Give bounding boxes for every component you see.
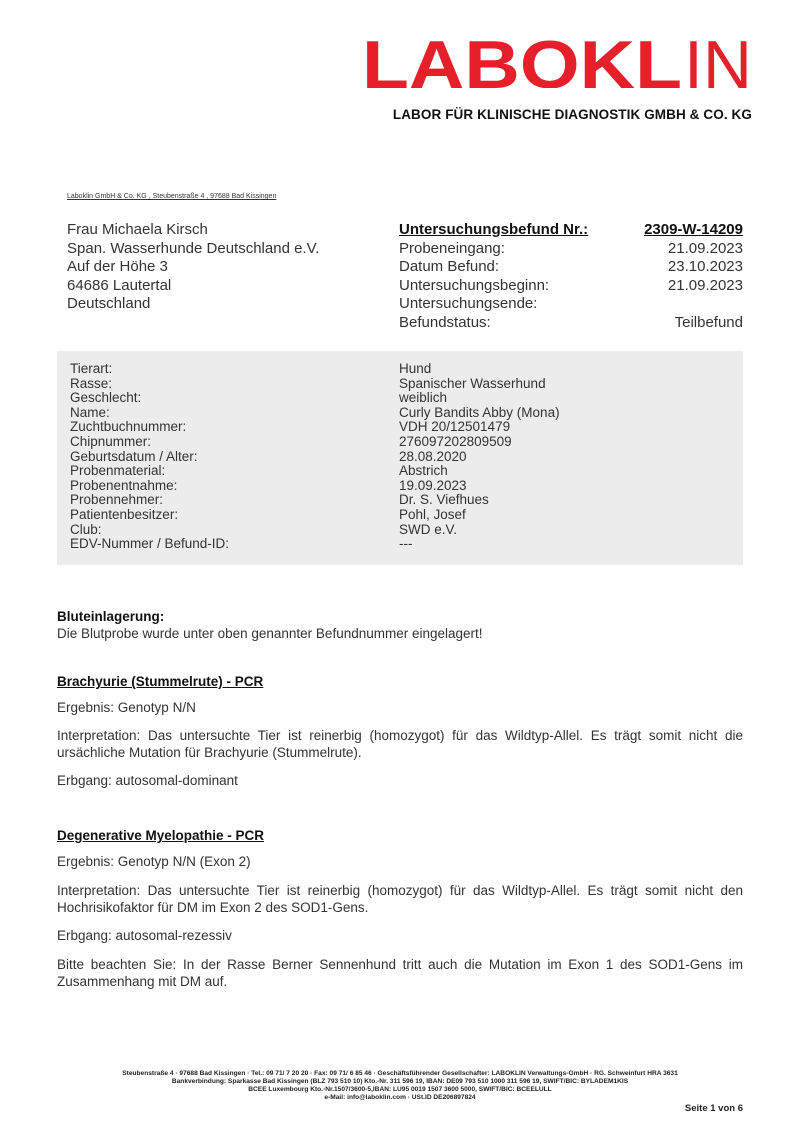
animal-value: Pohl, Josef [399, 506, 466, 522]
report-row [399, 277, 743, 296]
report-row [399, 295, 743, 314]
animal-label: Name: [70, 404, 110, 420]
animal-row [70, 362, 560, 377]
report-row-label: Untersuchungsbeginn: [399, 276, 550, 294]
animal-label: Geburtsdatum / Alter: [70, 448, 198, 464]
report-row-value: 21.09.2023 [667, 239, 743, 257]
animal-value: weiblich [399, 390, 448, 406]
animal-label: Zuchtbuchnummer: [70, 419, 187, 435]
brachyurie-inheritance: Erbgang: autosomal-dominant [57, 773, 238, 788]
animal-label: Club: [70, 521, 102, 537]
report-row [399, 258, 743, 277]
report-row-value: Teilbefund [674, 313, 743, 331]
page-number: Seite 1 von 6 [684, 1103, 743, 1114]
animal-row [70, 435, 560, 450]
animal-value: Dr. S. Viefhues [399, 492, 489, 508]
animal-value: SWD e.V. [399, 521, 458, 537]
dm-result: Ergebnis: Genotyp N/N (Exon 2) [57, 854, 251, 869]
animal-row [70, 537, 560, 552]
report-row-label: Befundstatus: [399, 313, 491, 331]
company-subtitle: LABOR FÜR KLINISCHE DIAGNOSTIK GMBH & CO. KG [392, 107, 752, 122]
report-number-label: Untersuchungsbefund Nr.: [399, 221, 589, 238]
logo-text-main: LABOKL [362, 38, 682, 88]
report-row [399, 240, 743, 259]
animal-row [70, 479, 560, 494]
recipient-line: Span. Wasserhunde Deutschland e.V. [67, 239, 320, 257]
report-row-value: 23.10.2023 [667, 258, 743, 275]
footer-line: Steubenstraße 4 · 97688 Bad Kissingen · Tel.: 09 71/ 7 20 20 · Fax: 09 71/ 6 85 46 · Geschäftsführender Gesellschafter: LABOKLIN Verwaltungs-GmbH · RG. Schweinfurt HRA 3631 [122, 1070, 678, 1077]
dm-heading: Degenerative Myelopathie - PCR [57, 828, 265, 843]
brachyurie-interpretation: Interpretation: Das untersuchte Tier ist reinerbig (homozygot) für das Wildtyp-Allel. Es trägt somit nicht die ursächliche Mutation für Brachyurie (Stummelrute). [57, 728, 743, 760]
animal-row [70, 391, 560, 406]
recipient-line: Auf der Höhe 3 [67, 258, 168, 275]
recipient-address [67, 221, 319, 314]
dm-inheritance: Erbgang: autosomal-rezessiv [57, 928, 232, 943]
report-row-label: Datum Befund: [399, 258, 500, 275]
brachyurie-section [57, 673, 743, 690]
animal-row [70, 406, 560, 421]
report-number-row [399, 221, 743, 240]
recipient-line: 64686 Lautertal [67, 276, 172, 294]
animal-value: --- [399, 536, 413, 552]
recipient-line: Frau Michaela Kirsch [67, 221, 208, 238]
footer-line: Bankverbindung: Sparkasse Bad Kissingen (BLZ 793 510 10) Kto.-Nr. 311 596 19, IBAN: DE09 793 510 1000 311 596 19, SWIFT/BIC: BYLADEM1KIS [171, 1078, 629, 1085]
animal-value: Curly Bandits Abby (Mona) [399, 404, 560, 420]
blood-storage-text: Die Blutprobe wurde unter oben genannter Befundnummer eingelagert! [57, 626, 483, 641]
logo-text-end: IN [684, 38, 752, 88]
dm-note: Bitte beachten Sie: In der Rasse Berner Sennenhund tritt auch die Mutation im Exon 1 des SOD1-Gens im Zusammenhang mit DM auf. [57, 957, 743, 989]
animal-value: Spanischer Wasserhund [399, 375, 546, 391]
brachyurie-result: Ergebnis: Genotyp N/N [57, 700, 196, 715]
report-info [399, 221, 743, 332]
report-row-label: Untersuchungsende: [399, 295, 538, 312]
report-number-value: 2309-W-14209 [644, 221, 743, 238]
blood-storage-heading: Bluteinlagerung: [57, 609, 165, 624]
report-row-value: 21.09.2023 [667, 276, 743, 294]
footer-line: e-Mail: info@laboklin.com · USt.ID DE206897824 [324, 1094, 476, 1101]
animal-label: Probennehmer: [70, 492, 164, 508]
animal-label: Probenmaterial: [70, 463, 166, 479]
animal-value: 276097202809509 [399, 433, 512, 449]
animal-row [70, 523, 560, 538]
animal-row [70, 450, 560, 465]
footer [0, 1070, 800, 1102]
animal-row [70, 493, 560, 508]
dm-section [57, 827, 743, 844]
recipient-line: Deutschland [67, 295, 151, 312]
animal-label: Geschlecht: [70, 390, 142, 406]
animal-label: Rasse: [70, 375, 113, 391]
animal-value: 28.08.2020 [399, 448, 467, 464]
animal-value: 19.09.2023 [399, 477, 467, 493]
animal-label: EDV-Nummer / Befund-ID: [70, 536, 230, 552]
animal-value: Hund [399, 361, 432, 376]
blood-storage-section [57, 608, 743, 642]
brachyurie-heading: Brachyurie (Stummelrute) - PCR [57, 674, 264, 689]
animal-label: Tierart: [70, 361, 113, 376]
animal-value: VDH 20/12501479 [399, 419, 511, 435]
dm-interpretation: Interpretation: Das untersuchte Tier ist reinerbig (homozygot) für das Wildtyp-Allel. Es trägt somit nicht den Hochrisikofaktor für DM im Exon 2 des SOD1-Gens. [57, 883, 743, 915]
animal-row [70, 464, 560, 479]
animal-row [70, 420, 560, 435]
laboklin-logo [362, 38, 752, 88]
report-row-label: Probeneingang: [399, 239, 505, 257]
animal-label: Chipnummer: [70, 433, 152, 449]
animal-row [70, 508, 560, 523]
animal-value: Abstrich [399, 463, 448, 479]
footer-line: BCEE Luxembourg Kto.-Nr.1507/3600-5,IBAN: LU95 0019 1507 3600 5000, SWIFT/BIC: BCEELULL [248, 1086, 552, 1093]
animal-row [70, 377, 560, 392]
animal-info-grid [70, 362, 560, 552]
report-row [399, 314, 743, 333]
animal-label: Patientenbesitzer: [70, 506, 179, 522]
animal-label: Probenentnahme: [70, 477, 178, 493]
animal-info-box [57, 351, 743, 565]
sender-line: Laboklin GmbH & Co. KG , Steubenstraße 4 , 97688 Bad Kissingen [67, 193, 277, 200]
